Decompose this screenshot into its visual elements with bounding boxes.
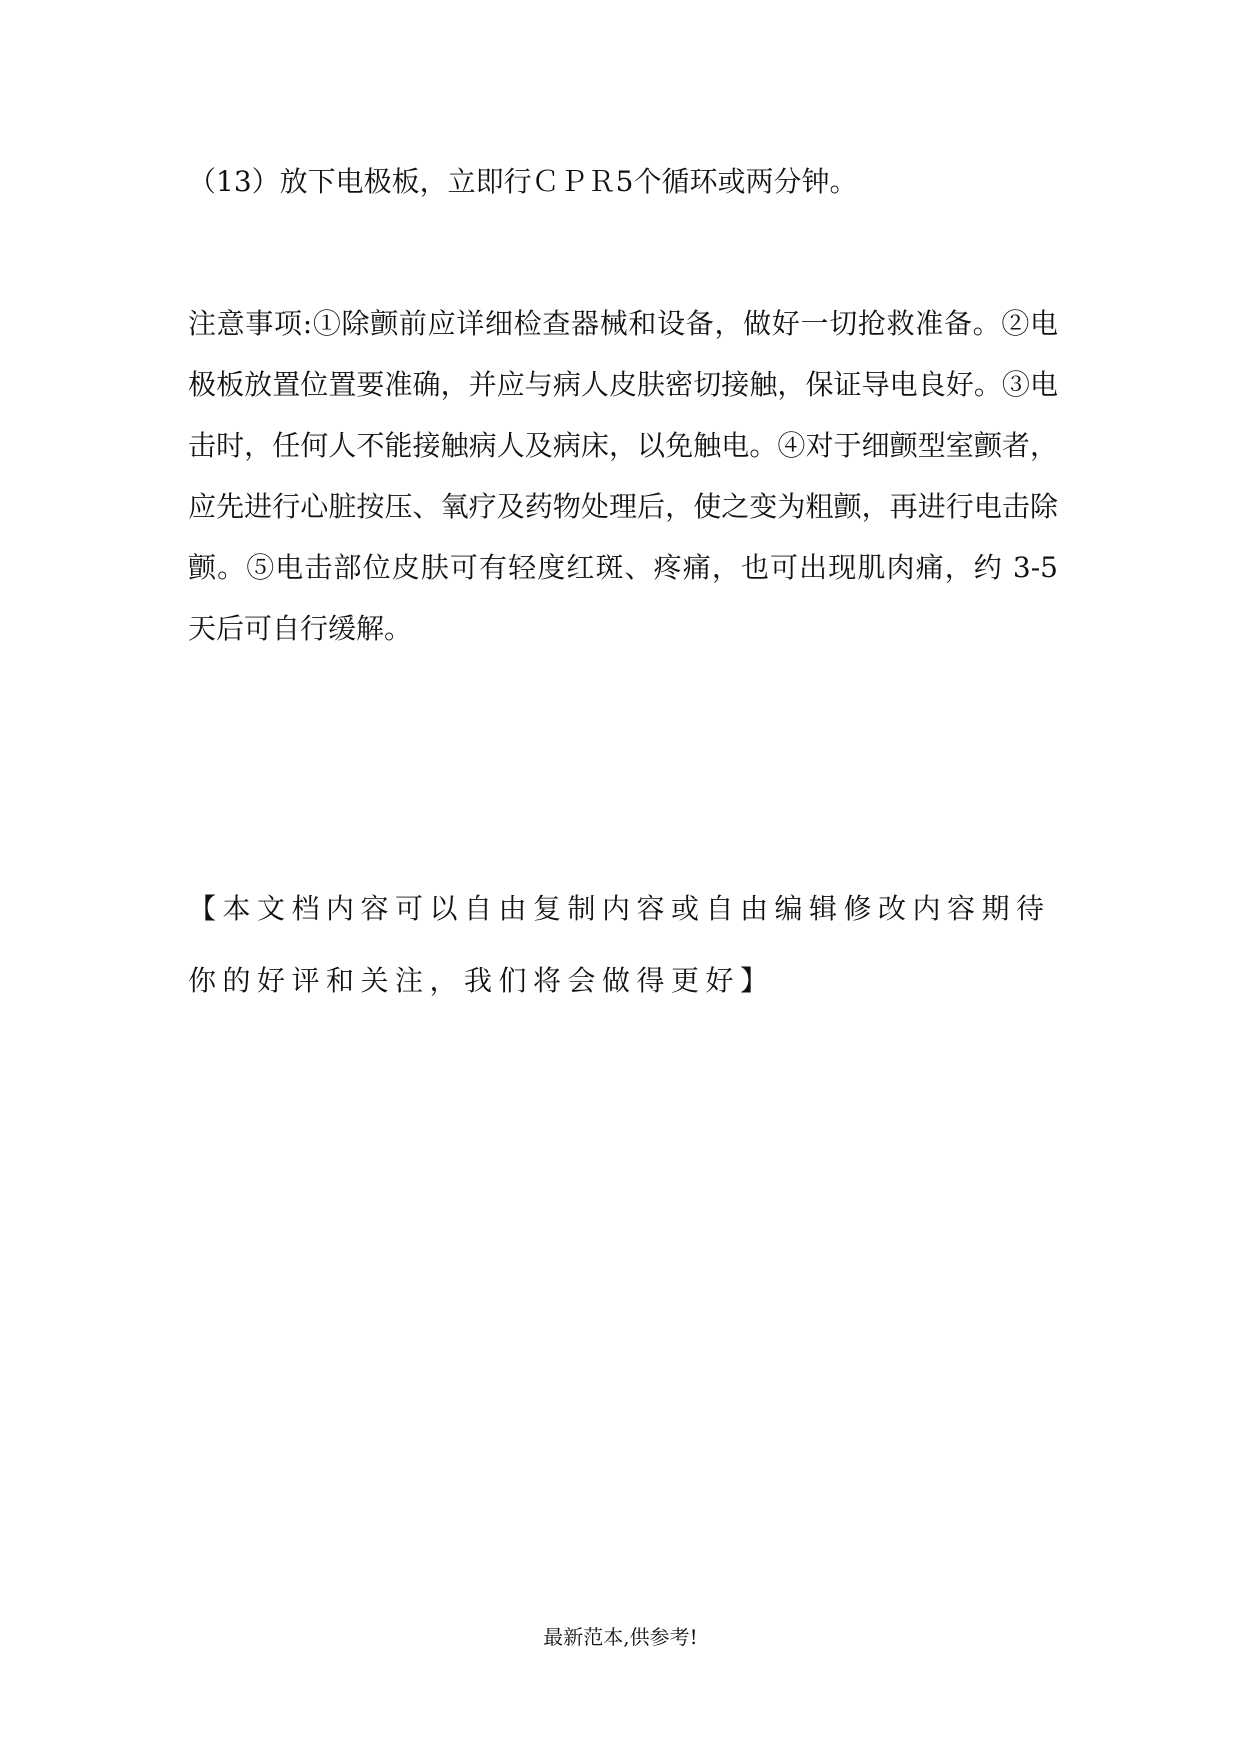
notes-paragraph [188, 293, 1058, 659]
notes-title: 注意事项: [188, 307, 313, 340]
step-13-text: （13）放下电极板，立即行ＣＰＲ5个循环或两分钟。 [188, 165, 858, 198]
notes-body: ①除颤前应详细检查器械和设备，做好一切抢救准备。②电极板放置位置要准确，并应与病人皮肤密切接触，保证导电良好。③电击时，任何人不能接触病人及病床，以免触电。④对于细颤型室颤者，应先进行心脏按压、氧疗及药物处理后，使之变为粗颤，再进行电击除颤。⑤电击部位皮肤可有轻度红斑、疼痛，也可出现肌肉痛，约 3-5 天后可自行缓解。 [188, 307, 1058, 645]
promo-paragraph: 【本文档内容可以自由复制内容或自由编辑修改内容期待你的好评和关注，我们将会做得更好】 [188, 892, 1051, 997]
page-footer: 最新范本,供参考! [543, 1625, 698, 1649]
promo-text [188, 873, 1068, 1017]
notes-section [188, 293, 1058, 659]
